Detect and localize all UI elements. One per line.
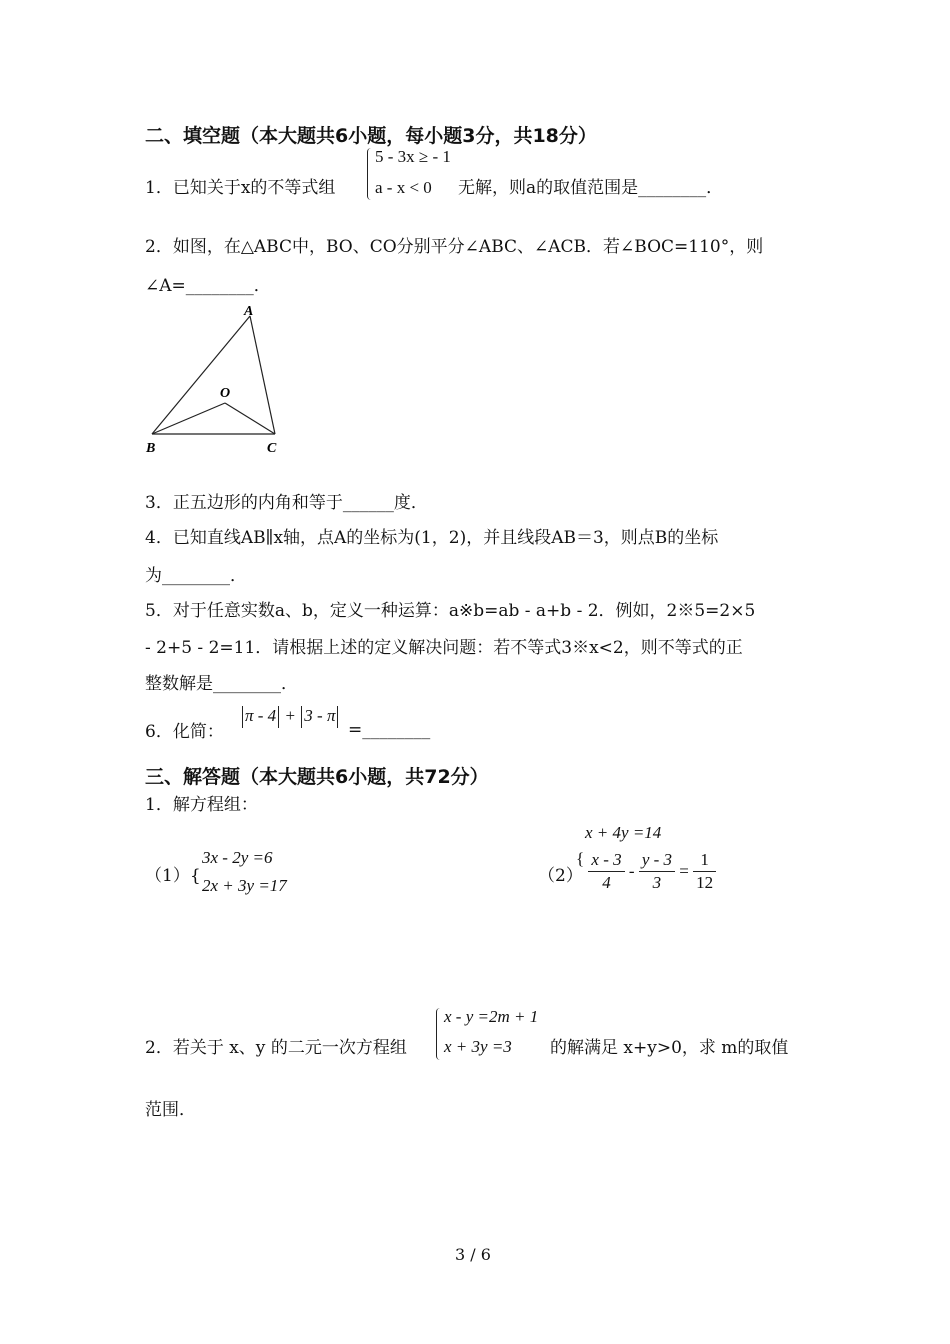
system-equation-2: x + 3y =3 [444,1037,512,1056]
part-2-equation-2 [576,849,716,894]
section-heading-solve: 三、解答题（本大题共6小题，共72分） [145,766,489,788]
plus-sign: + [285,706,296,725]
abs-term-2: 3 - π [304,706,336,725]
question-2-1-prefix: 1．已知关于x的不等式组 [145,178,336,198]
fraction-2-numerator: y - 3 [639,849,675,872]
part-1-equation-2: 2x + 3y =17 [202,876,287,895]
part-2-equation-1: x + 4y =14 [585,823,662,842]
part-2-label: （2） [538,866,583,886]
question-2-2-line-1: 2．如图，在△ABC中，BO、CO分别平分∠ABC、∠ACB．若∠BOC=110°，则 [145,237,764,257]
fraction-3-numerator: 1 [693,849,716,872]
question-3-2-prefix: 2．若关于 x、y 的二元一次方程组 [145,1038,407,1058]
label-a: A [244,304,254,319]
page-number: 3 / 6 [455,1245,491,1264]
question-2-4-line-1: 4．已知直线AB∥x轴，点A的坐标为(1，2)，并且线段AB＝3，则点B的坐标 [145,528,719,548]
question-2-2-line-2: ∠A=________． [145,276,271,296]
segment-oc [225,403,275,434]
label-b: B [146,441,156,456]
question-2-6-suffix: =________ [348,720,431,740]
edge-ac [250,316,275,434]
absolute-value-expression [240,706,340,728]
part-1-equation-1: 3x - 2y =6 [202,848,273,867]
triangle-figure [140,300,290,460]
part-1-label: （1）{ [145,866,201,886]
fraction-3-denominator: 12 [696,873,714,892]
fraction-1-denominator: 4 [602,873,611,892]
label-c: C [267,441,277,456]
system-brace-2 [436,1008,443,1060]
abs-term-1: π - 4 [245,706,277,725]
edge-ab [152,316,250,434]
question-2-5-line-3: 整数解是________． [145,674,298,694]
fraction-1-numerator: x - 3 [588,849,624,872]
question-3-1-title: 1．解方程组： [145,795,258,815]
question-2-3: 3．正五边形的内角和等于______度． [145,493,428,513]
inequality-line-2: a - x < 0 [375,178,432,197]
section-heading-fill-in: 二、填空题（本大题共6小题，每小题3分，共18分） [145,125,597,147]
question-2-6-prefix: 6．化简： [145,722,224,742]
system-equation-1: x - y =2m + 1 [444,1007,539,1026]
equals-sign: = [679,861,689,881]
label-o: O [220,386,231,401]
question-3-2-line-2: 范围． [145,1100,196,1120]
question-2-1-suffix: 无解，则a的取值范围是________． [458,178,724,198]
inequality-line-1: 5 - 3x ≥ - 1 [375,147,451,166]
minus-sign: - [628,861,635,881]
fraction-2-denominator: 3 [652,873,662,892]
part-2-brace: { [576,849,585,868]
question-2-5-line-1: 5．对于任意实数a、b，定义一种运算：a※b=ab - a+b - 2．例如，2※5=2×5 [145,601,756,621]
question-3-2-suffix: 的解满足 x+y>0，求 m的取值 [550,1038,789,1058]
segment-bo [152,403,225,434]
system-brace [367,148,374,200]
question-2-4-line-2: 为________． [145,566,247,586]
question-2-5-line-2: - 2+5 - 2=11．请根据上述的定义解决问题：若不等式3※x<2，则不等式的正 [145,638,743,658]
